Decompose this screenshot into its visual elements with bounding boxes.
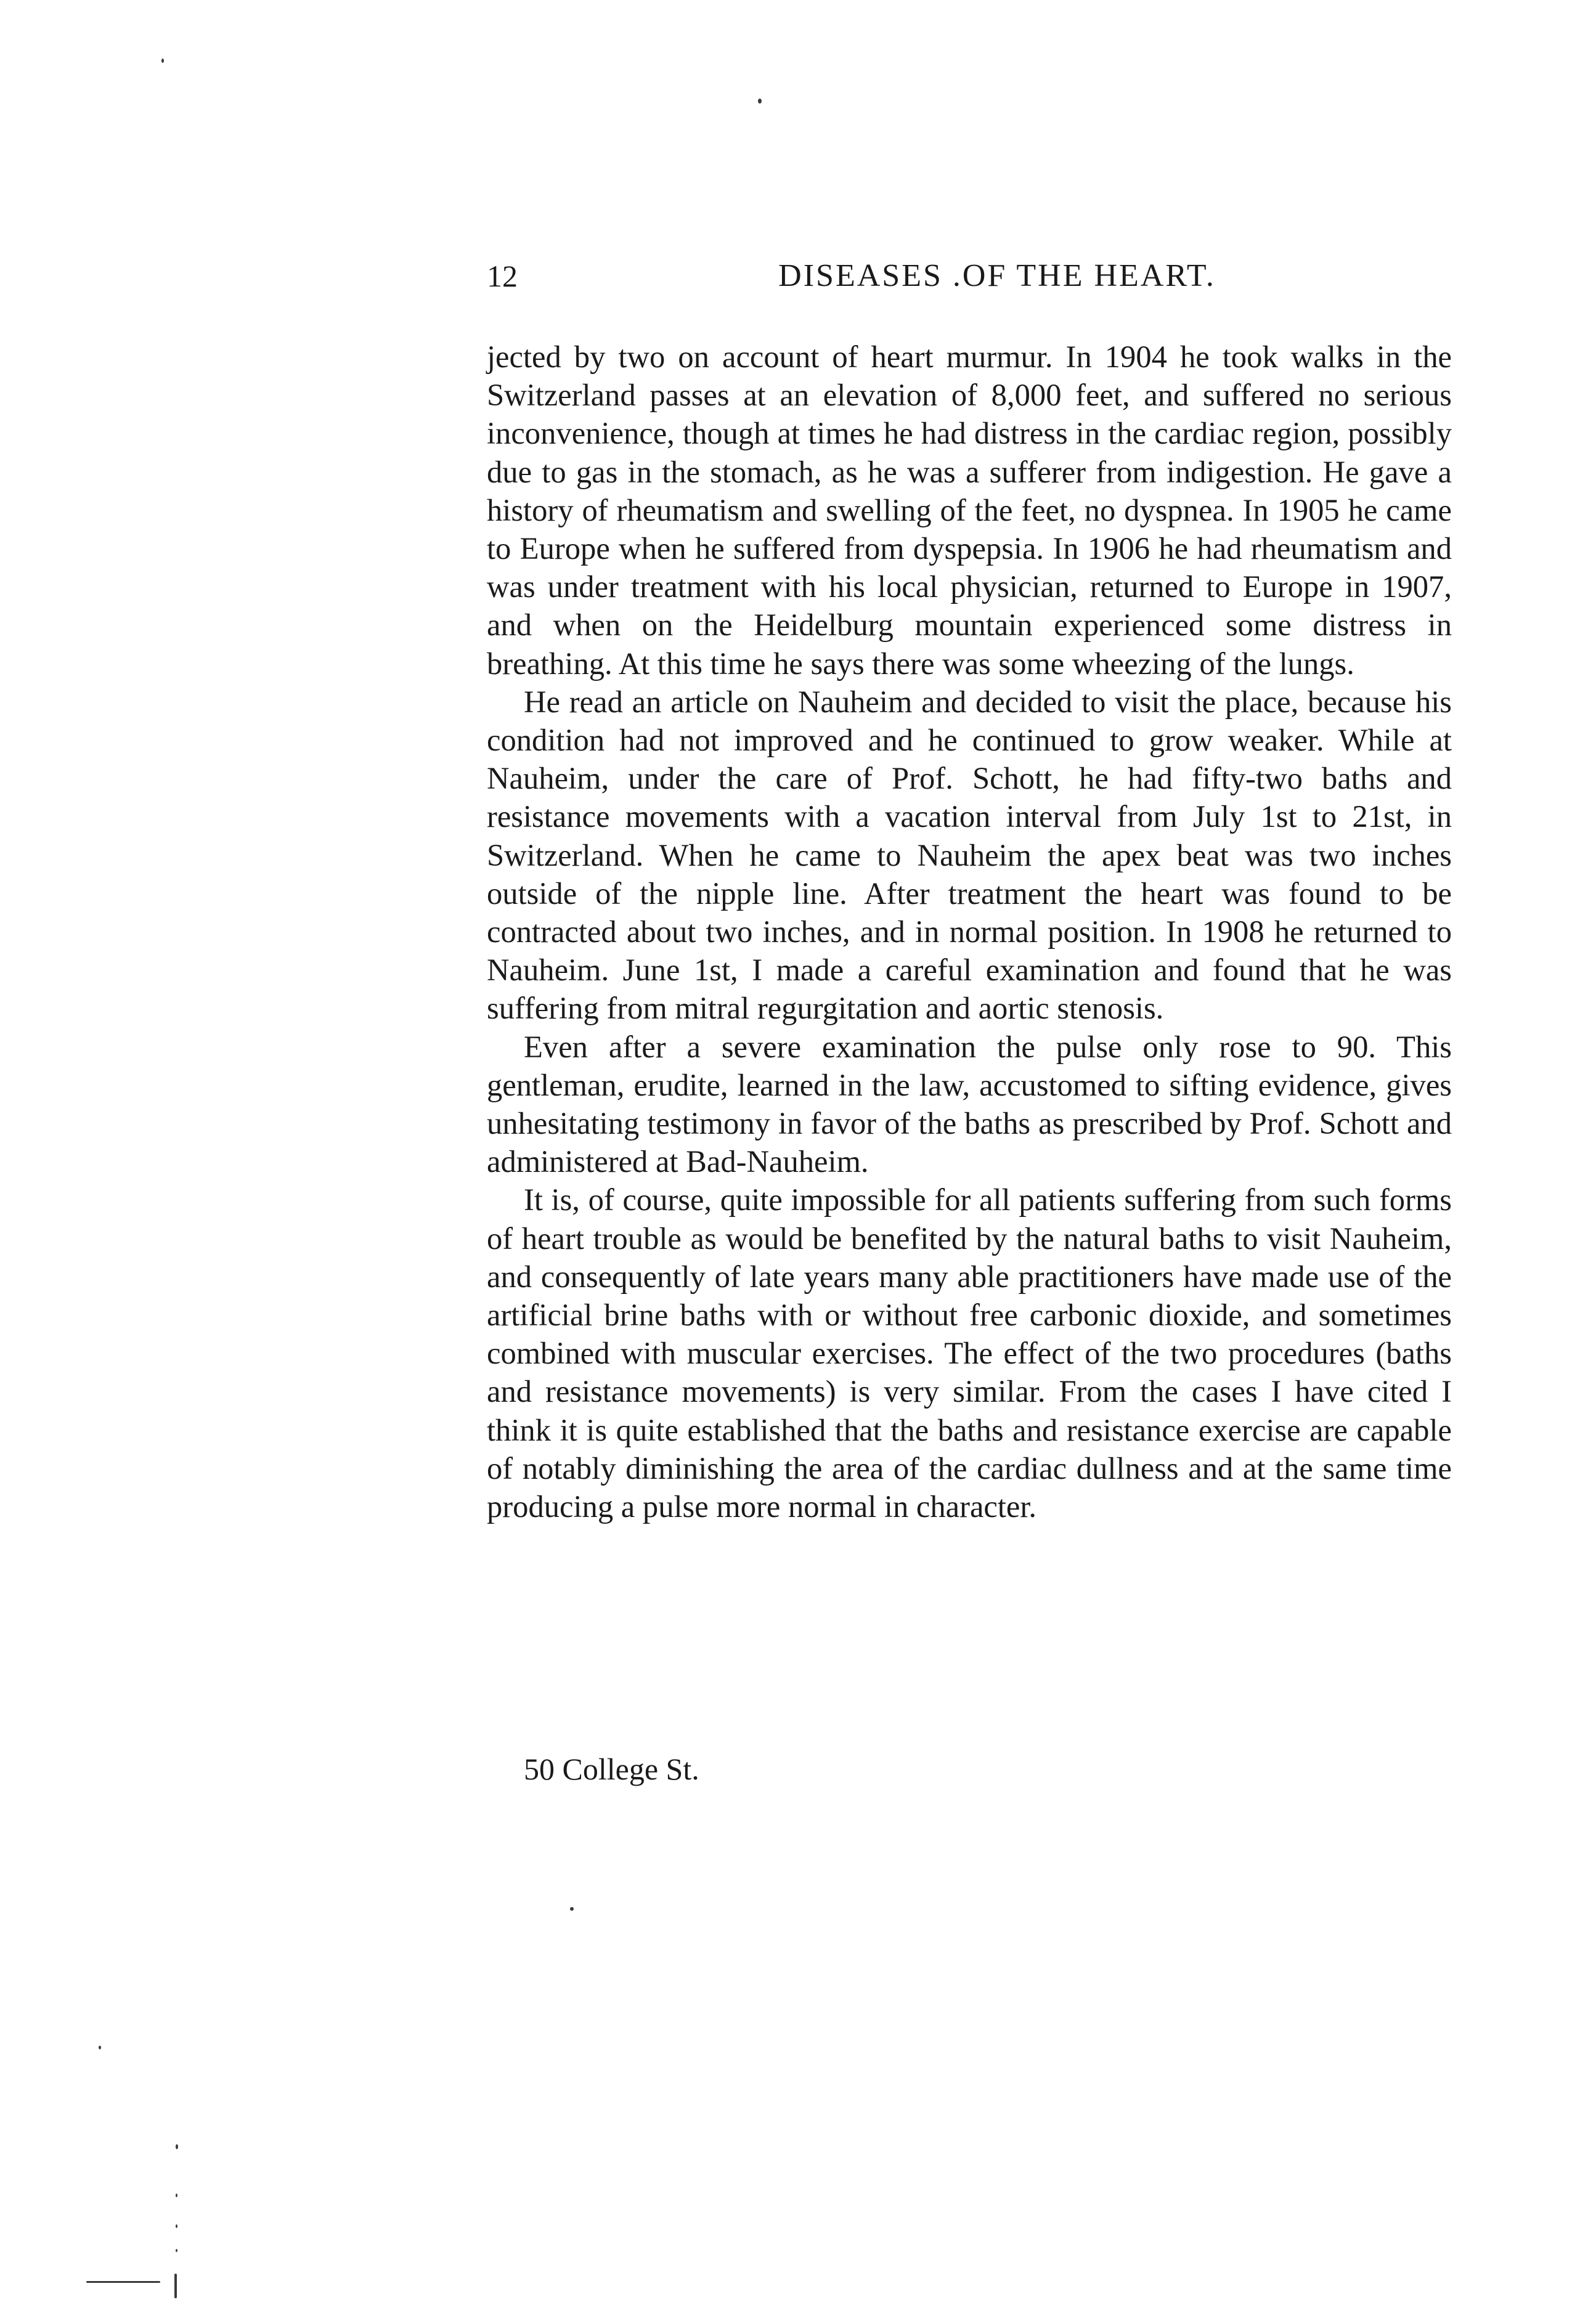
running-head: DISEASES .OF THE HEART.: [778, 258, 1216, 293]
paragraph: It is, of course, quite impossible for all patients suffering from such forms of heart trouble as would be benefited by the natural baths to visit Nauheim, and consequently of late years many able practitioners have made use of the artificial brine baths with or without free carbonic dioxide, and sometimes combined with muscular exercises. The effect of the two procedures (baths and resistance movements) is very similar. From the cases I have cited I think it is quite established that the baths and resistance exercise are capable of notably diminishing the area of the cardiac dullness and at the same time producing a pulse more normal in character.: [487, 1182, 1452, 1524]
address-signature: 50 College St.: [524, 1752, 699, 1786]
paragraph: jected by two on account of heart murmur. In 1904 he took walks in the Switzerland passes at an elevation of 8,000 feet, and suffered no serious inconvenience, though at times he had distress in the cardiac region, possibly due to gas in the stomach, as he was a sufferer from indigestion. He gave a history of rheumatism and swelling of the feet, no dyspnea. In 1905 he came to Europe when he suffered from dyspepsia. In 1906 he had rheumatism and was under treatment with his local physician, returned to Europe in 1907, and when on the Heidelburg mountain experienced some distress in breathing. At this time he says there was some wheezing of the lungs.: [487, 340, 1452, 681]
scan-speck: [176, 2224, 177, 2228]
scan-speck: [758, 99, 762, 104]
body-text: [487, 338, 1452, 1526]
paragraph: Even after a severe examination the pulse only rose to 90. This gentleman, erudite, learned in the law, accustomed to sifting evidence, gives unhesitating testimony in favor of the baths as prescribed by Prof. Schott and administered at Bad-Nauheim.: [487, 1029, 1452, 1179]
scan-speck: [86, 2281, 160, 2283]
scan-speck: [99, 2046, 101, 2049]
scan-speck: [570, 1907, 574, 1911]
page-header: [487, 251, 1452, 307]
paragraph: He read an article on Nauheim and decided to visit the place, because his condition had not improved and he continued to grow weaker. While at Nauheim, under the care of Prof. Schott, he had fifty-two baths and resistance movements with a vacation interval from July 1st to 21st, in Switzerland. When he came to Nauheim the apex beat was two inches outside of the nipple line. After treatment the heart was found to be contracted about two inches, and in normal position. In 1908 he returned to Nauheim. June 1st, I made a careful examination and found that he was suffering from mitral regurgitation and aortic stenosis.: [487, 684, 1452, 1026]
scan-speck: [176, 2194, 177, 2197]
scan-speck: [174, 2274, 177, 2298]
scan-speck: [176, 2144, 178, 2149]
scan-speck: [161, 59, 164, 63]
scan-speck: [176, 2249, 177, 2252]
page-number: 12: [487, 259, 518, 293]
